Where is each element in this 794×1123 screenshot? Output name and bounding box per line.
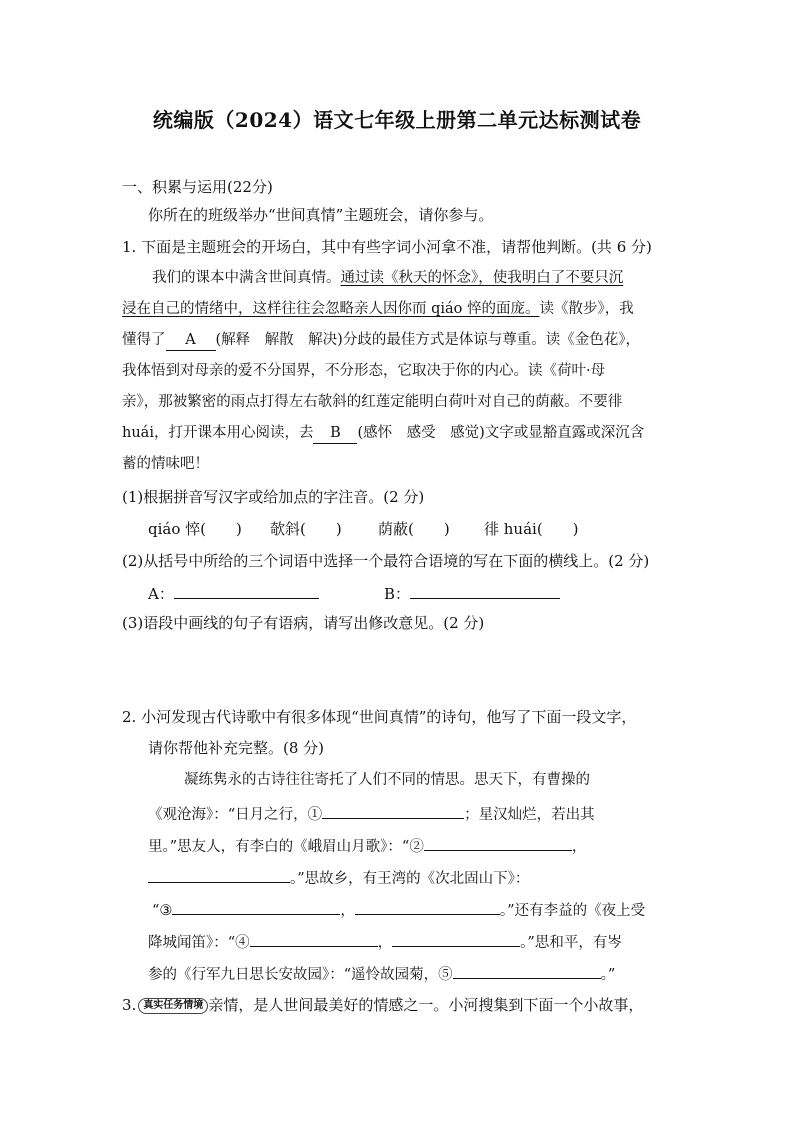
passage-text: 降城闻笛》：“④ bbox=[148, 935, 250, 951]
q1-sub3: (3)语段中画线的句子有语病，请写出修改意见。(2 分) bbox=[122, 614, 485, 632]
section-heading: 一、积累与运用(22分) bbox=[122, 178, 273, 196]
q3-line-1 bbox=[122, 995, 643, 1015]
poem-blank-4a[interactable] bbox=[250, 930, 378, 947]
underlined-sentence: 通过读《秋天的怀念》，使我明白了不要只沉 bbox=[340, 270, 624, 286]
q1-passage-line-7: 蓄的情味吧！ bbox=[122, 456, 209, 472]
poem-blank-5[interactable] bbox=[453, 962, 601, 979]
passage-text: 里。”思友人，有李白的《峨眉山月歌》：“② bbox=[148, 839, 424, 855]
pinyin-item[interactable]: qiáo 悴( ) bbox=[148, 520, 242, 538]
poem-blank-1[interactable] bbox=[322, 802, 464, 819]
passage-text: 我们的课本中满含世间真情。 bbox=[152, 270, 341, 286]
passage-text: “③ bbox=[152, 903, 173, 919]
poem-blank-4b[interactable] bbox=[392, 930, 520, 947]
passage-text: 《观沧海》：“日月之行，① bbox=[148, 807, 323, 823]
poem-blank-2b[interactable] bbox=[148, 866, 290, 883]
q2-passage-line-5 bbox=[152, 898, 645, 921]
q1-sub2: (2)从括号中所给的三个词语中选择一个最符合语境的写在下面的横线上。(2 分) bbox=[122, 552, 650, 570]
passage-text: ， bbox=[340, 903, 355, 919]
q2-passage-line-4 bbox=[148, 866, 529, 889]
answer-a-label: A： bbox=[148, 585, 174, 603]
passage-text: (感怀 感受 感觉)文字或显豁直露或深沉含 bbox=[357, 425, 645, 441]
passage-text: ， bbox=[377, 935, 393, 951]
passage-text: (解释 解散 解决)分歧的最佳方式是体谅与尊重。读《金色花》， bbox=[215, 332, 641, 348]
q2-passage-line-7 bbox=[148, 962, 615, 985]
q1-passage-line-2 bbox=[122, 299, 634, 319]
passage-text: huái，打开课本用心阅读，去 bbox=[122, 425, 314, 441]
poem-blank-3a[interactable] bbox=[172, 898, 340, 915]
q2-stem-line-2: 请你帮他补充完整。(8 分) bbox=[148, 739, 325, 757]
blank-b[interactable]: B bbox=[313, 423, 357, 444]
blank-a[interactable]: A bbox=[166, 330, 216, 351]
answer-b-blank[interactable] bbox=[410, 582, 560, 599]
pinyin-item[interactable]: 欹斜( ) bbox=[270, 520, 342, 538]
q3-number: 3. bbox=[122, 996, 137, 1014]
section-intro: 你所在的班级举办“世间真情”主题班会，请你参与。 bbox=[148, 206, 494, 224]
q1-passage-line-3 bbox=[122, 330, 640, 351]
passage-text: 参的《行军九日思长安故园》：“遥怜故园菊，⑤ bbox=[148, 967, 453, 983]
underlined-sentence: 浸在自己的情绪中，这样往往会忽略亲人因你而 qiáo 悴的面庞。 bbox=[122, 301, 540, 317]
answer-b-row bbox=[384, 582, 560, 604]
answer-b-label: B： bbox=[384, 585, 411, 603]
q2-passage-line-1: 凝练隽永的古诗往往寄托了人们不同的情思。思天下，有曹操的 bbox=[184, 772, 590, 788]
passage-text: 读《散步》，我 bbox=[539, 301, 634, 317]
passage-text: 懂得了 bbox=[122, 332, 166, 348]
q1-stem: 1. 下面是主题班会的开场白，其中有些字词小河拿不准，请帮他判断。(共 6 分) bbox=[122, 238, 652, 256]
q2-passage-line-6 bbox=[148, 930, 622, 953]
page-title: 统编版（2024）语文七年级上册第二单元达标测试卷 bbox=[152, 108, 642, 132]
poem-blank-3b[interactable] bbox=[355, 898, 500, 915]
answer-a-row bbox=[148, 582, 319, 604]
task-context-badge: 真实任务情境 bbox=[138, 998, 208, 1014]
passage-text: 。”思故乡，有王湾的《次北固山下》： bbox=[290, 871, 530, 887]
passage-text: ， bbox=[571, 839, 587, 855]
passage-text: 。” bbox=[600, 967, 616, 983]
pinyin-item[interactable]: 徘 huái( ) bbox=[484, 520, 579, 538]
answer-a-blank[interactable] bbox=[174, 582, 319, 599]
q1-passage-line-6 bbox=[122, 423, 644, 444]
passage-text: ；星汉灿烂，若出其 bbox=[464, 807, 595, 823]
q2-passage-line-3 bbox=[148, 834, 586, 857]
q1-passage-line-5: 亲》，那被繁密的雨点打得左右欹斜的红莲定能明白荷叶对自己的荫蔽。不要徘 bbox=[122, 394, 623, 410]
poem-blank-2a[interactable] bbox=[424, 834, 572, 851]
q3-text: 亲情，是人世间最美好的情感之一。小河搜集到下面一个小故事， bbox=[208, 996, 644, 1014]
q1-passage-line-4: 我体悟到对母亲的爱不分国界，不分形态，它取决于你的内心。读《荷叶·母 bbox=[122, 363, 606, 379]
q1-sub1: (1)根据拼音写汉字或给加点的字注音。(2 分) bbox=[122, 488, 425, 506]
q1-passage-line-1 bbox=[152, 268, 623, 288]
pinyin-item[interactable]: 荫蔽( ) bbox=[378, 520, 450, 538]
passage-text: 。”还有李益的《夜上受 bbox=[499, 903, 646, 919]
q2-stem-line-1: 2. 小河发现古代诗歌中有很多体现“世间真情”的诗句，他写了下面一段文字， bbox=[122, 708, 637, 726]
q2-passage-line-2 bbox=[148, 802, 595, 825]
passage-text: 。”思和平，有岑 bbox=[520, 935, 622, 951]
